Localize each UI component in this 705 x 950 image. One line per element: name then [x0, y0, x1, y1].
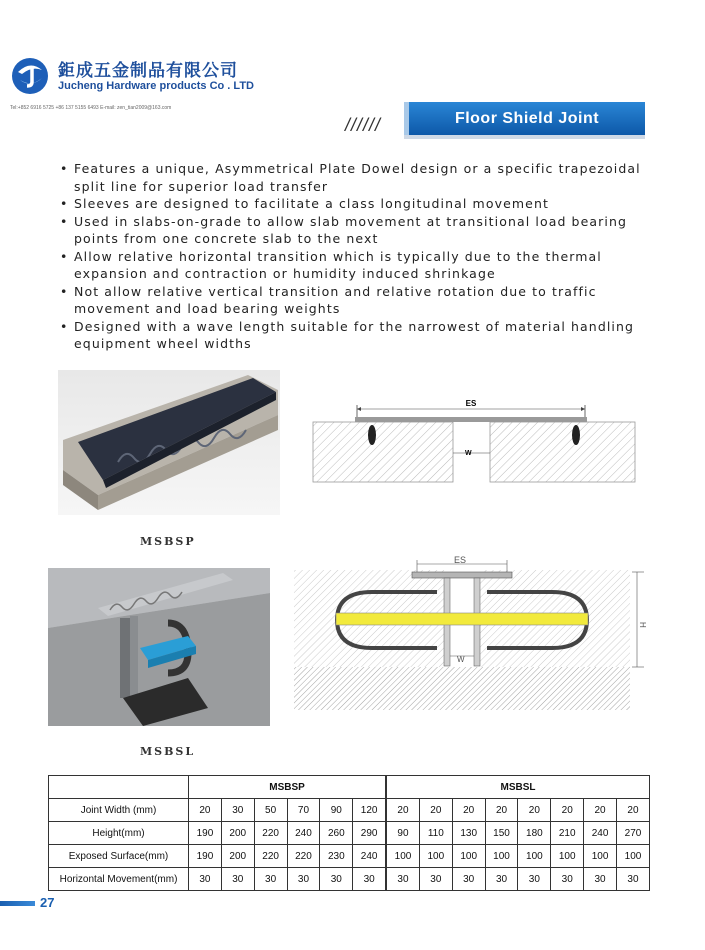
- table-cell: 50: [254, 799, 287, 822]
- contact-info: Tel:+852 6916 5725 +86 137 5155 6493 E-mail: zen_tian2009@163.com: [10, 105, 172, 111]
- msbsl-h-label: H: [638, 622, 647, 628]
- table-cell: 150: [485, 822, 518, 845]
- specification-table: [48, 775, 650, 891]
- table-cell: 30: [584, 868, 617, 891]
- table-group-header-msbsl: MSBSL: [387, 776, 650, 799]
- company-name-english: Jucheng Hardware products Co . LTD: [58, 80, 254, 92]
- table-cell: 90: [387, 822, 420, 845]
- table-cell: 100: [387, 845, 420, 868]
- table-cell: 240: [287, 822, 320, 845]
- msbsp-section-drawing: [310, 395, 640, 485]
- table-cell: 30: [518, 868, 551, 891]
- table-cell: 230: [320, 845, 353, 868]
- table-cell: 100: [419, 845, 452, 868]
- feature-item: • Not allow relative vertical transition and relative rotation due to traffic movement and load bearing weights: [60, 283, 650, 318]
- table-cell: 220: [254, 845, 287, 868]
- table-cell: 30: [320, 868, 353, 891]
- table-cell: 200: [221, 822, 254, 845]
- title-slashes: //////: [345, 115, 382, 135]
- table-cell: 100: [584, 845, 617, 868]
- feature-item: • Used in slabs-on-grade to allow slab movement at transitional load bearing points from one concrete slab to the next: [60, 213, 650, 248]
- table-cell: 100: [518, 845, 551, 868]
- table-cell: 30: [353, 868, 386, 891]
- table-row-label: Height(mm): [49, 822, 189, 845]
- table-row: [49, 822, 650, 845]
- table-cell: 30: [387, 868, 420, 891]
- table-cell: 240: [353, 845, 386, 868]
- table-cell: 30: [189, 868, 222, 891]
- table-row: [49, 868, 650, 891]
- msbsp-caption: MSBSP: [140, 535, 196, 548]
- msbsp-product-image: [58, 370, 280, 515]
- table-cell: 30: [254, 868, 287, 891]
- table-cell: 270: [616, 822, 649, 845]
- feature-item: • Sleeves are designed to facilitate a class longitudinal movement: [60, 195, 650, 213]
- table-cell: 30: [419, 868, 452, 891]
- table-cell: 20: [584, 799, 617, 822]
- table-cell: 20: [387, 799, 420, 822]
- msbsp-es-label: ES: [465, 399, 477, 408]
- msbsl-es-label: ES: [454, 555, 467, 565]
- company-logo-icon: [10, 56, 50, 96]
- table-cell: 30: [485, 868, 518, 891]
- table-cell: 100: [551, 845, 584, 868]
- table-group-header-msbsp: MSBSP: [189, 776, 386, 799]
- table-cell: 100: [452, 845, 485, 868]
- page-number: 27: [40, 895, 55, 910]
- table-cell: 30: [551, 868, 584, 891]
- table-header-row: [49, 776, 650, 799]
- table-cell: 100: [616, 845, 649, 868]
- table-cell: 70: [287, 799, 320, 822]
- table-cell: 130: [452, 822, 485, 845]
- table-cell: 20: [616, 799, 649, 822]
- table-cell: 30: [221, 868, 254, 891]
- msbsl-caption: MSBSL: [140, 745, 196, 758]
- company-name-chinese: 鉅成五金制品有限公司: [58, 61, 238, 81]
- table-cell: 120: [353, 799, 386, 822]
- table-row: [49, 845, 650, 868]
- page-title: Floor Shield Joint: [454, 109, 600, 127]
- msbsp-w-label: W: [465, 450, 472, 457]
- msbsl-w-label: W: [457, 655, 465, 664]
- table-row-label: Exposed Surface(mm): [49, 845, 189, 868]
- table-cell: 20: [551, 799, 584, 822]
- table-cell: 210: [551, 822, 584, 845]
- page-title-banner: [404, 102, 645, 135]
- feature-item: • Designed with a wave length suitable for the narrowest of material handling equipment wheel widths: [60, 318, 650, 353]
- table-cell: 30: [616, 868, 649, 891]
- table-cell: 30: [452, 868, 485, 891]
- table-cell: 30: [221, 799, 254, 822]
- title-banner-shadow: [404, 135, 645, 139]
- msbsl-product-image: [48, 568, 270, 726]
- table-cell: 20: [419, 799, 452, 822]
- table-row: [49, 799, 650, 822]
- table-cell: 200: [221, 845, 254, 868]
- table-cell: 90: [320, 799, 353, 822]
- table-row-label: Joint Width (mm): [49, 799, 189, 822]
- feature-item: • Features a unique, Asymmetrical Plate Dowel design or a specific trapezoidal split line for superior load transfer: [60, 160, 650, 195]
- feature-item: • Allow relative horizontal transition which is typically due to the thermal expansion and contraction or humidity induced shrinkage: [60, 248, 650, 283]
- table-cell: 20: [518, 799, 551, 822]
- table-cell: 20: [189, 799, 222, 822]
- table-cell: 220: [287, 845, 320, 868]
- table-cell: 190: [189, 845, 222, 868]
- table-cell: 30: [287, 868, 320, 891]
- page-number-bar: [0, 901, 35, 906]
- msbsl-section-drawing: [292, 552, 662, 712]
- table-cell: 260: [320, 822, 353, 845]
- table-cell: 180: [518, 822, 551, 845]
- feature-list: [60, 160, 650, 353]
- table-cell: 20: [485, 799, 518, 822]
- table-cell: 100: [485, 845, 518, 868]
- table-cell: 190: [189, 822, 222, 845]
- table-row-label: Horizontal Movement(mm): [49, 868, 189, 891]
- table-cell: 20: [452, 799, 485, 822]
- table-cell: 290: [353, 822, 386, 845]
- table-corner-cell: [49, 776, 189, 799]
- table-cell: 220: [254, 822, 287, 845]
- table-cell: 240: [584, 822, 617, 845]
- table-cell: 110: [419, 822, 452, 845]
